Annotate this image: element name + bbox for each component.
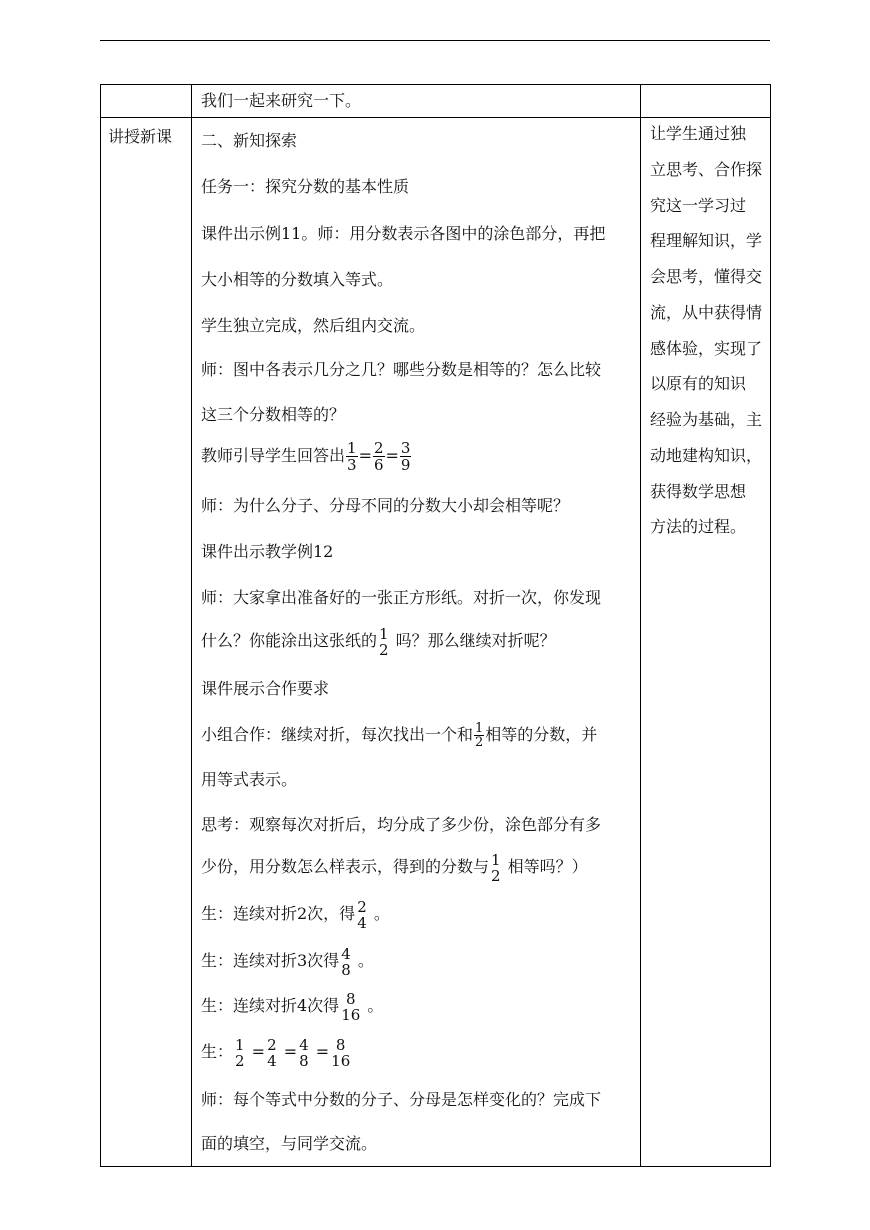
eq-fraction-four-eighths: 4 8 (299, 1035, 309, 1070)
eq-fraction-eight-sixteenths: 8 16 (331, 1035, 351, 1070)
content-line-18: 生：连续对折2次，得 2 4 。 (201, 897, 390, 932)
design-note-9: 经验为基础，主 (650, 410, 763, 429)
content-line-4: 大小相等的分数填入等式。 (201, 270, 394, 289)
table-cell-top-left (100, 84, 192, 118)
table-cell-top-right (640, 84, 771, 118)
content-line-2: 任务一：探究分数的基本性质 (201, 177, 410, 196)
content-line-10: 课件出示教学例12 (201, 542, 334, 561)
fraction-one-half-c: 1 2 (491, 850, 501, 885)
fraction-one-half: 1 2 (379, 624, 389, 659)
content-line-12: 什么？你能涂出这张纸的 1 2 吗？那么继续对折呢？ (201, 624, 556, 659)
content-line-20: 生：连续对折4次得 8 16 。 (201, 989, 384, 1024)
content-line-8: 教师引导学生回答出 $\frac{1}{3}$ = $\frac{2}{6}$ = $\frac{3}{9}$ (201, 439, 411, 474)
content-line-6: 师：图中各表示几分之几？哪些分数是相等的？怎么比较 (201, 360, 602, 379)
design-note-8: 以原有的知识 (650, 374, 747, 393)
design-note-3: 究这一学习过 (650, 196, 747, 215)
content-line-3: 课件出示例11。师：用分数表示各图中的涂色部分，再把 (201, 224, 606, 243)
fraction-two-fourths: 2 4 (357, 897, 367, 932)
content-line-23: 面的填空，与同学交流。 (201, 1134, 378, 1153)
design-note-7: 感体验，实现了 (650, 339, 763, 358)
fraction-eight-sixteenths: 8 16 (341, 989, 361, 1024)
design-note-11: 获得数学思想 (650, 482, 747, 501)
fraction-three-ninths: $\frac{3}{9}$ (400, 439, 411, 474)
content-line-15: 用等式表示。 (201, 770, 298, 789)
design-note-1: 让学生通过独 (650, 124, 747, 143)
content-line-14: 小组合作：继续对折，每次找出一个和 $\frac{1}{2}$ 相等的分数，并 (201, 721, 598, 750)
design-note-5: 会思考，懂得交 (650, 267, 763, 286)
content-line-17: 少份，用分数怎么样表示，得到的分数与 1 2 相等吗？） (201, 850, 588, 885)
header-cell-text: 我们一起来研究一下。 (201, 91, 362, 110)
line-8-prefix: 教师引导学生回答出 (201, 446, 346, 465)
eq-fraction-two-fourths: 2 4 (267, 1035, 277, 1070)
content-line-19: 生：连续对折3次得 4 8 。 (201, 944, 374, 979)
table-cell-section-label (100, 117, 192, 1167)
design-note-12: 方法的过程。 (650, 517, 747, 536)
design-note-4: 程理解知识，学 (650, 231, 763, 250)
content-line-16: 思考：观察每次对折后，均分成了多少份，涂色部分有多 (201, 815, 602, 834)
content-line-22: 师：每个等式中分数的分子、分母是怎样变化的？完成下 (201, 1090, 602, 1109)
design-note-2: 立思考、合作探 (650, 160, 763, 179)
fraction-four-eighths: 4 8 (341, 944, 351, 979)
fraction-one-third: $\frac{1}{3}$ (347, 439, 357, 474)
fraction-two-sixths: $\frac{2}{6}$ (373, 439, 384, 474)
content-line-11: 师：大家拿出准备好的一张正方形纸。对折一次，你发现 (201, 588, 602, 607)
eq-fraction-one-half: 1 2 (235, 1035, 245, 1070)
fraction-one-half-b: $\frac{1}{2}$ (475, 721, 484, 750)
design-note-6: 流，从中获得情 (650, 303, 763, 322)
content-line-9: 师：为什么分子、分母不同的分数大小却会相等呢？ (201, 496, 570, 515)
content-line-1: 二、新知探索 (201, 131, 298, 150)
content-line-21: 生： 1 2 = 2 4 = 4 8 = 8 16 (201, 1035, 351, 1070)
content-line-5: 学生独立完成，然后组内交流。 (201, 316, 426, 335)
content-line-7: 这三个分数相等的？ (201, 405, 346, 424)
content-line-13: 课件展示合作要求 (201, 679, 330, 698)
section-label: 讲授新课 (108, 127, 173, 146)
design-note-10: 动地建构知识， (650, 446, 763, 465)
page-header-rule (100, 40, 770, 41)
